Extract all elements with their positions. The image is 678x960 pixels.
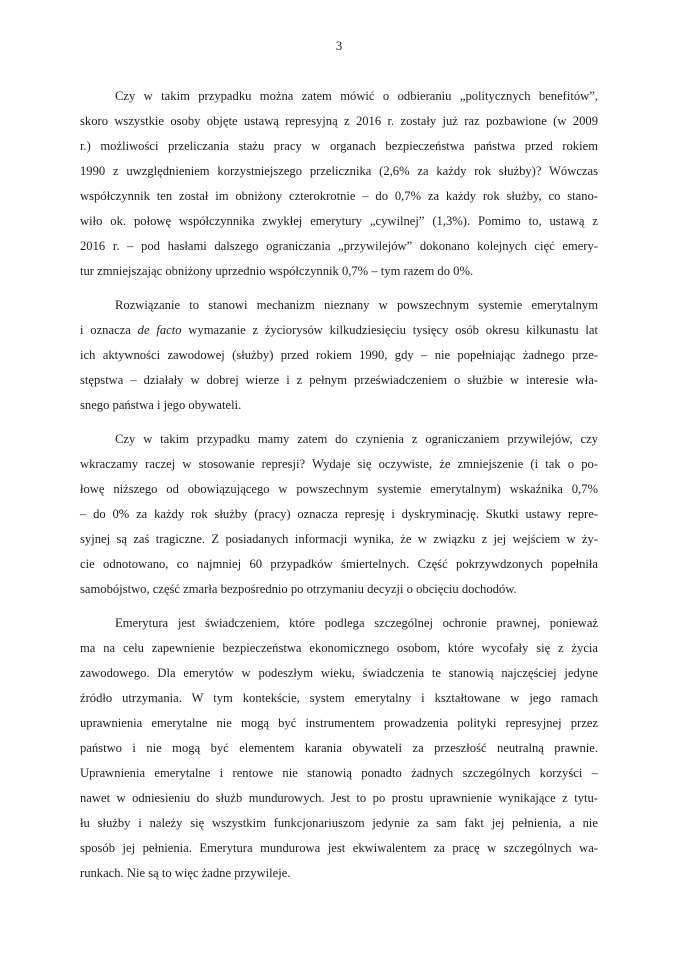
text-line: r.) możliwości przeliczania stażu pracy w organach bezpieczeństwa państwa przed rokiem <box>80 139 598 153</box>
paragraph <box>80 84 598 284</box>
text-line: uprawnienia emerytalne nie mogą być instrumentem prowadzenia polityki represyjnej przez <box>80 716 598 730</box>
text-line: źródło utrzymania. W tym kontekście, system emerytalny i kształtowane w jego ramach <box>80 691 598 705</box>
text-line: sposób jej pełnienia. Emerytura mundurowa jest ekwiwalentem za pracę w szczególnych wa- <box>80 841 598 855</box>
paragraph <box>80 293 598 418</box>
text-line: 1990 z uwzględnieniem korzystniejszego przelicznika (2,6% za każdy rok służby)? Wówczas <box>80 164 598 178</box>
text-line: wkraczamy raczej w stosowanie represji? Wydaje się oczywiste, że zmniejszenie (i tak o po- <box>80 457 598 471</box>
text-line: syjnej są zaś tragiczne. Z posiadanych informacji wynika, że w związku z jej wejściem w ży- <box>80 532 598 546</box>
text-line: 2016 r. – pod hasłami dalszego ograniczania „przywilejów” dokonano kolejnych cięć emery- <box>80 239 598 253</box>
text-line: runkach. Nie są to więc żadne przywileje. <box>80 866 291 880</box>
text-line: ich aktywności zawodowej (służby) przed rokiem 1990, gdy – nie popełniając żadnego prze- <box>80 348 598 362</box>
text-line: samobójstwo, część zmarła bezpośrednio po otrzymaniu decyzji o obcięciu dochodów. <box>80 582 517 596</box>
page-number: 3 <box>335 38 343 53</box>
text-line: Emerytura jest świadczeniem, które podlega szczególnej ochronie prawnej, ponieważ <box>115 616 598 630</box>
text-line: Uprawnienia emerytalne i rentowe nie stanowią ponadto żadnych szczególnych korzyści – <box>80 766 598 780</box>
text-line: państwo i nie mogą być elementem karania obywateli za przeszłość neutralną prawnie. <box>80 741 598 755</box>
text-line: łu służby i należy się wszystkim funkcjonariuszom jedynie za sam fakt jej pełnienia, a nie <box>80 816 598 830</box>
text-line: stępstwa – działały w dobrej wierze i z pełnym przeświadczeniem o służbie w interesie wła- <box>80 373 598 387</box>
text-line: nawet w odniesieniu do służb mundurowych. Jest to po prostu uprawnienie wynikające z tytu- <box>80 791 598 805</box>
document-body <box>80 84 598 886</box>
text-line: skoro wszystkie osoby objęte ustawą represyjną z 2016 r. zostały już raz pozbawione (w 2009 <box>80 114 598 128</box>
text-line: Rozwiązanie to stanowi mechanizm nieznany w powszechnym systemie emerytalnym <box>115 298 598 312</box>
text-line: Czy w takim przypadku można zatem mówić o odbieraniu „politycznych benefitów”, <box>115 89 598 103</box>
text-line: i oznacza de facto wymazanie z życiorysów kilkudziesięciu tysięcy osób okresu kilkunastu lat <box>80 323 599 337</box>
paragraph <box>80 611 598 886</box>
text-line: – do 0% za każdy rok służby (pracy) oznacza represję i dyskryminację. Skutki ustawy repre- <box>80 507 598 521</box>
text-line: Czy w takim przypadku mamy zatem do czynienia z ograniczaniem przywilejów, czy <box>115 432 598 446</box>
text-line: ma na celu zapewnienie bezpieczeństwa ekonomicznego osobom, które wycofały się z życia <box>80 641 598 655</box>
text-line: wiło ok. połowę współczynnika zwykłej emerytury „cywilnej” (1,3%). Pomimo to, ustawą z <box>80 214 598 228</box>
text-line: zawodowego. Dla emerytów w podeszłym wieku, świadczenia te stanowią najczęściej jedyne <box>80 666 598 680</box>
text-line: łowę niższego od obowiązującego w powszechnym systemie emerytalnym) wskaźnika 0,7% <box>80 482 598 496</box>
text-line: cie odnotowano, co najmniej 60 przypadków śmiertelnych. Część pokrzywdzonych popełniła <box>80 557 598 571</box>
text-line: snego państwa i jego obywateli. <box>80 398 242 412</box>
paragraph <box>80 427 598 602</box>
text-line: współczynnik ten został im obniżony czterokrotnie – do 0,7% za każdy rok służby, co stano- <box>80 189 598 203</box>
text-line: tur zmniejszając obniżony uprzednio współczynnik 0,7% – tym razem do 0%. <box>80 264 474 278</box>
